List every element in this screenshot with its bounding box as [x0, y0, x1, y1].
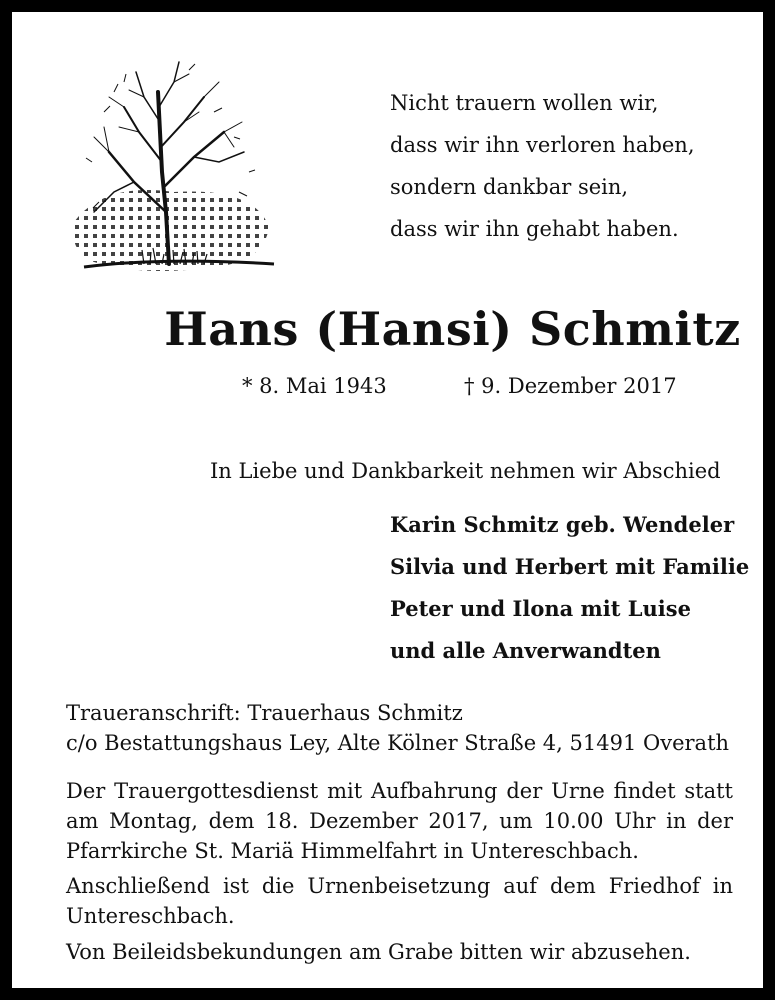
poem-line: Nicht trauern wollen wir,: [390, 91, 659, 115]
poem-line: dass wir ihn verloren haben,: [390, 133, 695, 157]
poem-line: dass wir ihn gehabt haben.: [390, 217, 679, 241]
family-member: Peter und Ilona mit Luise: [390, 596, 691, 621]
service-paragraph: Der Trauergottesdienst mit Aufbahrung der Urne findet statt am Montag, dem 18. Dezember 2017, um 10.00 Uhr in der Pfarrkirche St. Mariä Himmelfahrt in Untereschbach.: [66, 779, 733, 863]
family-member: Silvia und Herbert mit Familie: [390, 554, 750, 579]
address-line: Traueranschrift: Trauerhaus Schmitz: [66, 701, 463, 725]
poem-line: sondern dankbar sein,: [390, 175, 629, 199]
family-member: und alle Anverwandten: [390, 638, 661, 663]
burial-paragraph: Anschließend ist die Urnenbeisetzung auf dem Friedhof in Untereschbach.: [66, 874, 733, 928]
mourning-address: [66, 698, 729, 758]
death-date: † 9. Dezember 2017: [464, 374, 677, 398]
poem: [390, 82, 695, 250]
family-list: [390, 504, 749, 672]
birth-date: * 8. Mai 1943: [242, 374, 387, 398]
deceased-name: Hans (Hansi) Schmitz: [164, 302, 741, 356]
farewell-line: In Liebe und Dankbarkeit nehmen wir Abschied: [210, 459, 721, 483]
family-member: Karin Schmitz geb. Wendeler: [390, 512, 735, 537]
condolence-paragraph: Von Beileidsbekundungen am Grabe bitten wir abzusehen.: [66, 940, 691, 964]
tree-illustration: [64, 52, 279, 292]
address-line: c/o Bestattungshaus Ley, Alte Kölner Straße 4, 51491 Overath: [66, 731, 730, 755]
